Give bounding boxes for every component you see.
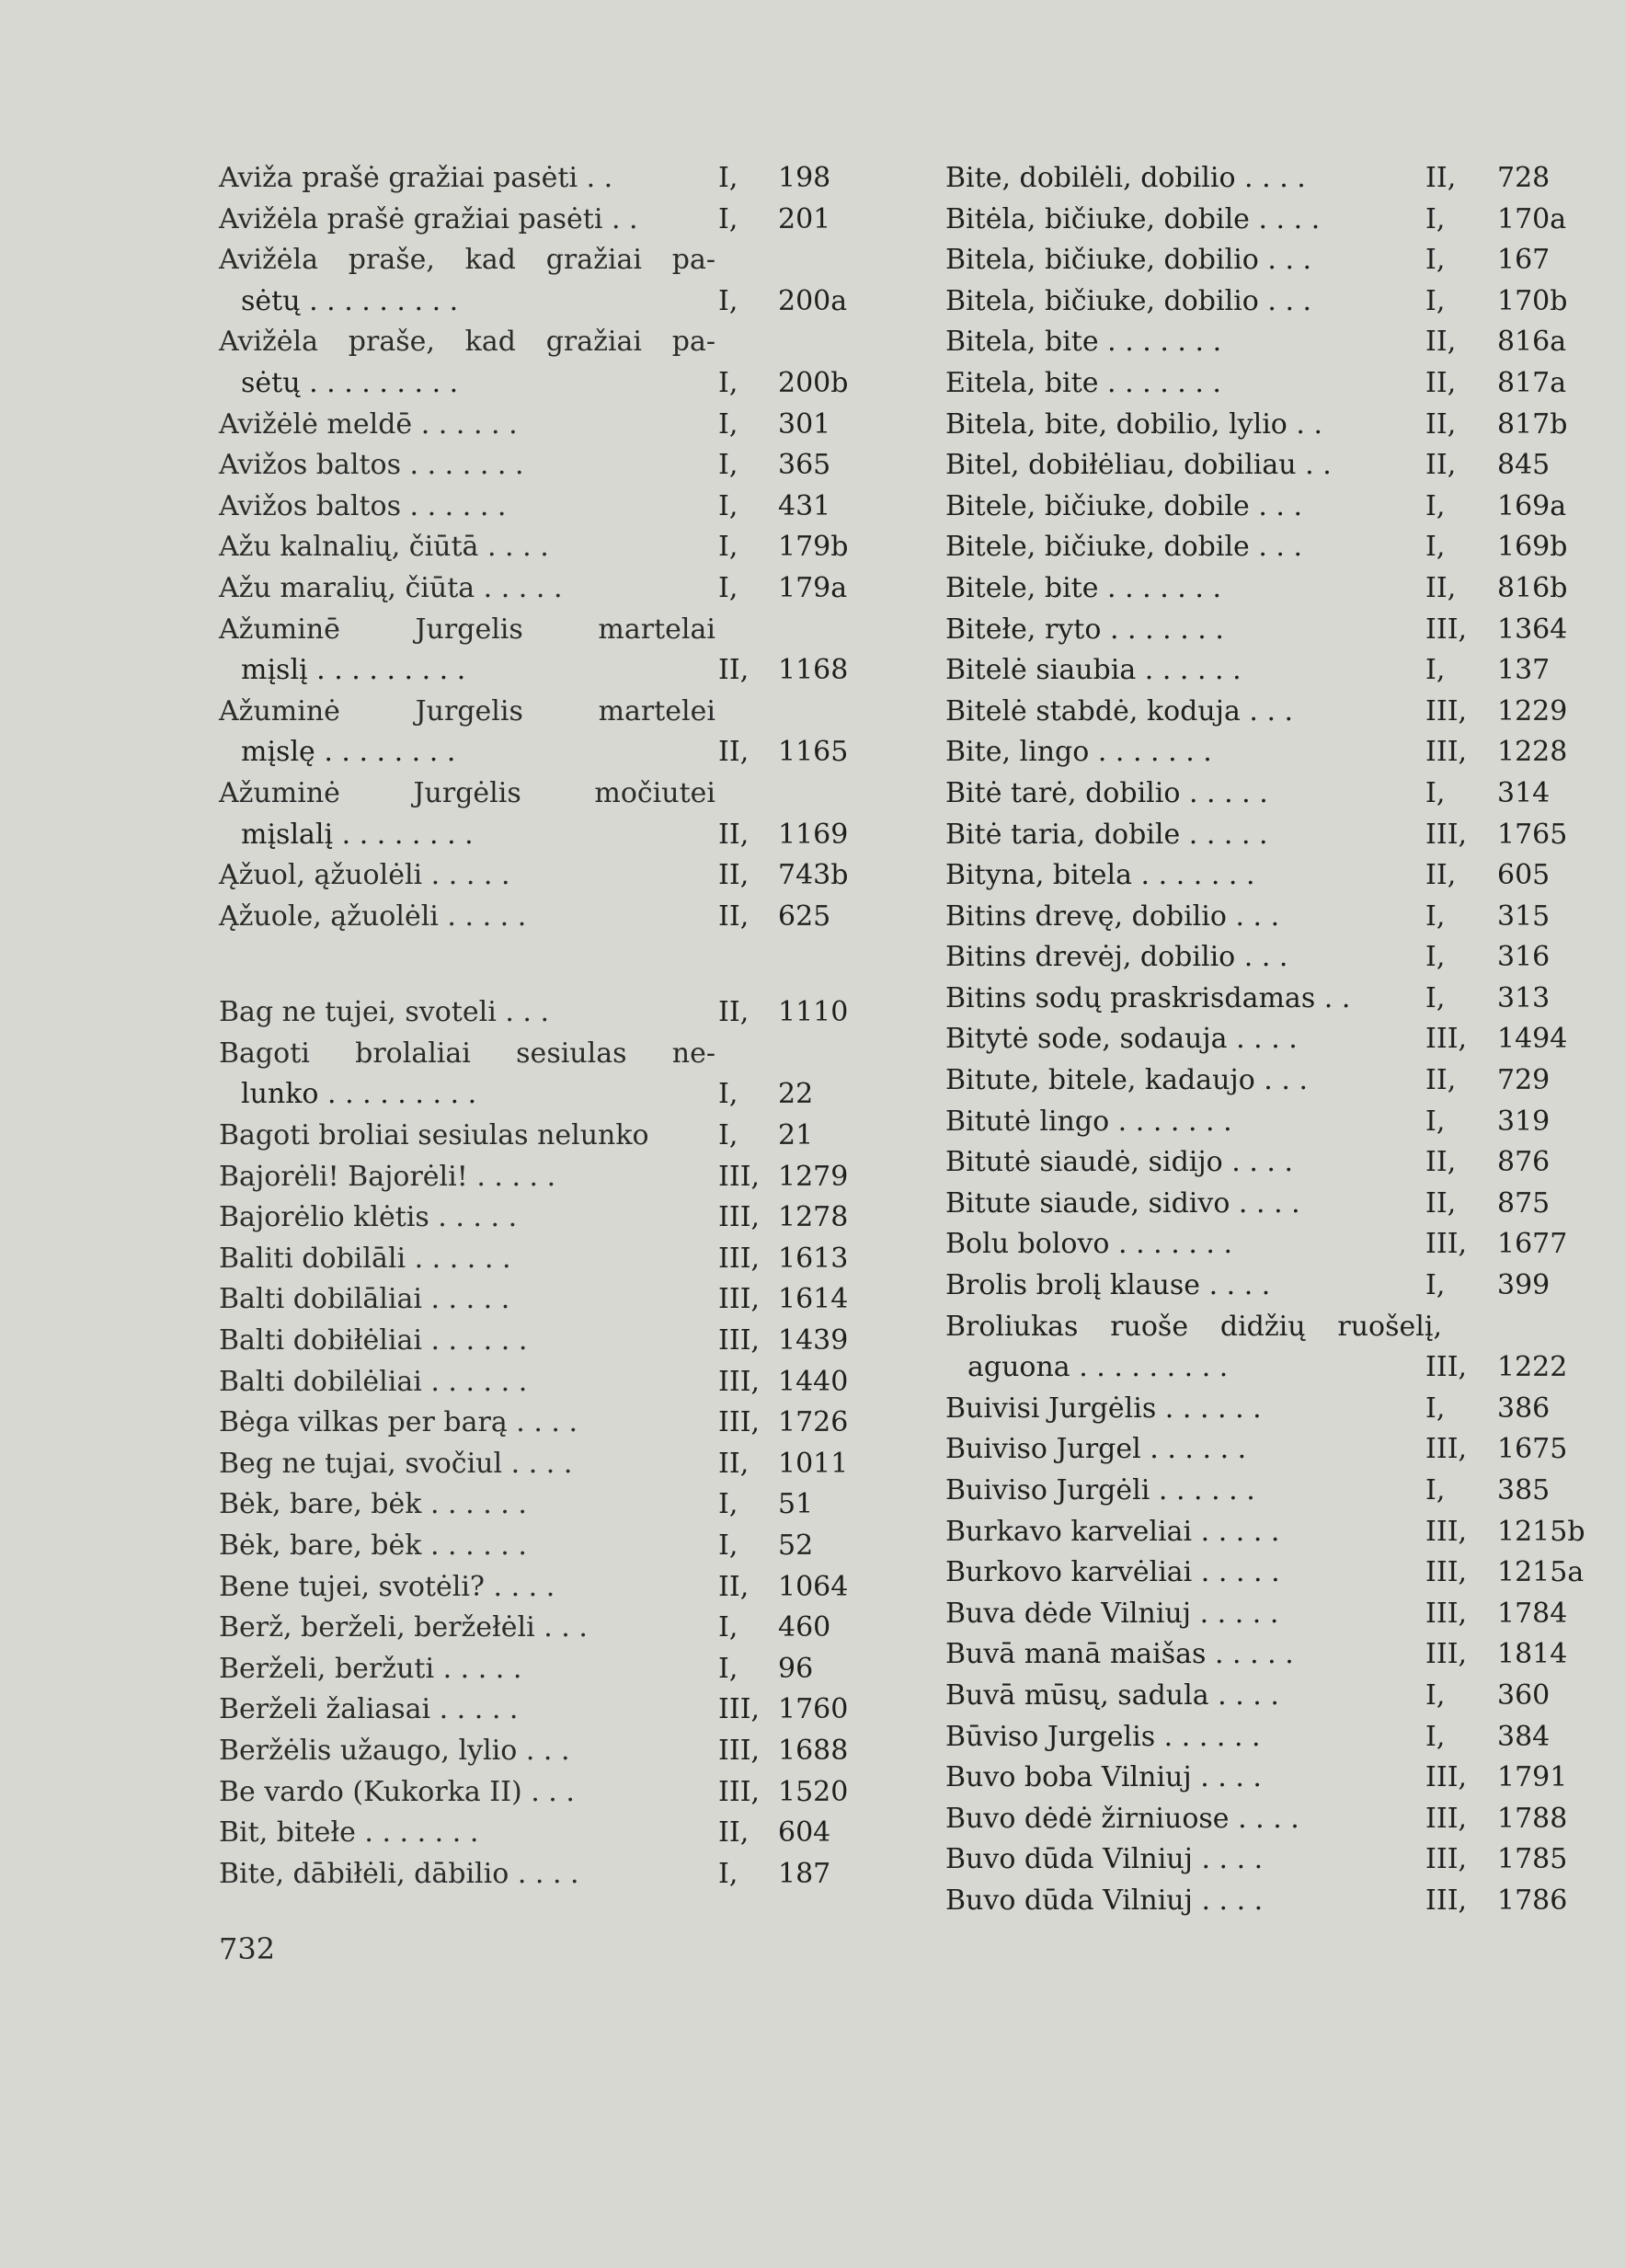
entry-title: Bitutė lingo . . . . . . . bbox=[945, 1105, 1232, 1138]
entry-number: 1784 bbox=[1497, 1597, 1568, 1630]
entry-title: Berželi žaliasai . . . . . bbox=[219, 1693, 519, 1726]
entry-volume: II, bbox=[718, 1570, 750, 1603]
entry-number: 1439 bbox=[778, 1324, 849, 1357]
entry-number: 1494 bbox=[1497, 1023, 1568, 1056]
entry-number: 313 bbox=[1497, 981, 1551, 1014]
entry-number: 187 bbox=[778, 1857, 831, 1890]
entry-number: 314 bbox=[1497, 776, 1551, 809]
entry-volume: III, bbox=[1425, 1433, 1468, 1466]
entry-number: 365 bbox=[778, 449, 831, 482]
entry-volume: I, bbox=[1425, 489, 1446, 522]
entry-title: Bajorėli! Bajorėli! . . . . . bbox=[219, 1160, 556, 1193]
entry-title: Bitel, dobiłėliau, dobiliau . . bbox=[945, 449, 1332, 482]
entry-number: 1169 bbox=[778, 818, 849, 851]
entry-volume: III, bbox=[1425, 1884, 1468, 1917]
entry-title: Bene tujei, svotėli? . . . . bbox=[219, 1570, 555, 1603]
entry-number: 816b bbox=[1497, 571, 1568, 604]
entry-title: Buiviso Jurgėli . . . . . . bbox=[945, 1474, 1255, 1506]
entry-volume: I, bbox=[1425, 202, 1446, 235]
entry-number: 729 bbox=[1497, 1064, 1551, 1097]
entry-number: 604 bbox=[778, 1816, 831, 1850]
entry-volume: I, bbox=[1425, 654, 1446, 687]
entry-title-continuation: mįslį . . . . . . . . . bbox=[241, 654, 466, 687]
entry-volume: I, bbox=[1425, 941, 1446, 974]
entry-number: 200a bbox=[778, 284, 848, 317]
entry-volume: I, bbox=[718, 202, 738, 235]
entry-title: Avižos baltos . . . . . . . bbox=[219, 449, 524, 482]
entry-number: 316 bbox=[1497, 941, 1551, 974]
entry-number: 1278 bbox=[778, 1201, 849, 1234]
entry-volume: I, bbox=[1425, 1678, 1446, 1712]
entry-title: Buivisi Jurgėlis . . . . . . bbox=[945, 1392, 1262, 1425]
entry-number: 22 bbox=[778, 1078, 814, 1111]
entry-title: Burkavo karveliai . . . . . bbox=[945, 1515, 1280, 1548]
entry-number: 1765 bbox=[1497, 818, 1568, 851]
entry-volume: II, bbox=[718, 859, 750, 892]
entry-title: Bite, lingo . . . . . . . bbox=[945, 736, 1212, 769]
entry-volume: II, bbox=[718, 736, 750, 769]
entry-volume: I, bbox=[718, 1488, 738, 1521]
entry-number: 1440 bbox=[778, 1365, 849, 1398]
entry-volume: III, bbox=[1425, 1802, 1468, 1835]
entry-volume: II, bbox=[718, 996, 750, 1029]
entry-title: Ažu kalnalių, čiūtā . . . . bbox=[219, 531, 549, 564]
entry-title: Balti dobilāliai . . . . . bbox=[219, 1283, 510, 1316]
entry-volume: II, bbox=[1425, 366, 1457, 399]
entry-title: Bajorėlio klėtis . . . . . bbox=[219, 1201, 518, 1234]
entry-volume: I, bbox=[1425, 531, 1446, 564]
entry-title: Bagoti broliai sesiulas nelunko bbox=[219, 1119, 649, 1152]
entry-volume: I, bbox=[718, 1652, 738, 1685]
entry-title: Bitins drevėj, dobilio . . . bbox=[945, 941, 1288, 974]
entry-title-continuation: sėtų . . . . . . . . . bbox=[241, 284, 459, 317]
entry-volume: I, bbox=[718, 162, 738, 194]
entry-title: Berž, berželi, beržełėli . . . bbox=[219, 1611, 588, 1644]
entry-number: 1688 bbox=[778, 1734, 849, 1767]
entry-number: 179b bbox=[778, 531, 849, 564]
entry-number: 315 bbox=[1497, 899, 1551, 933]
entry-title: Bitute siaude, sidivo . . . . bbox=[945, 1186, 1300, 1220]
entry-volume: III, bbox=[1425, 1351, 1468, 1384]
entry-number: 21 bbox=[778, 1119, 814, 1152]
entry-number: 1110 bbox=[778, 996, 849, 1029]
entry-number: 399 bbox=[1497, 1269, 1551, 1302]
entry-volume: II, bbox=[718, 1447, 750, 1480]
entry-volume: III, bbox=[1425, 1023, 1468, 1056]
entry-number: 319 bbox=[1497, 1105, 1551, 1138]
entry-volume: I, bbox=[718, 366, 738, 399]
entry-title: Bitela, bite . . . . . . . bbox=[945, 326, 1222, 359]
entry-title: Bitytė sode, sodauja . . . . bbox=[945, 1023, 1298, 1056]
entry-number: 728 bbox=[1497, 162, 1551, 194]
entry-title: Bitele, bite . . . . . . . bbox=[945, 571, 1221, 604]
entry-title: Bitins drevę, dobilio . . . bbox=[945, 899, 1280, 933]
entry-title: Bagoti brolaliai sesiulas ne- bbox=[219, 1037, 715, 1070]
entry-volume: II, bbox=[1425, 326, 1457, 359]
entry-number: 1228 bbox=[1497, 736, 1568, 769]
entry-title: Bėk, bare, bėk . . . . . . bbox=[219, 1488, 527, 1521]
entry-volume: I, bbox=[718, 531, 738, 564]
entry-volume: I, bbox=[1425, 1105, 1446, 1138]
entry-number: 1222 bbox=[1497, 1351, 1568, 1384]
entry-number: 460 bbox=[778, 1611, 831, 1644]
entry-title: Bitins sodų praskrisdamas . . bbox=[945, 981, 1351, 1014]
entry-number: 1364 bbox=[1497, 613, 1568, 646]
entry-volume: III, bbox=[718, 1693, 761, 1726]
entry-volume: III, bbox=[718, 1201, 761, 1234]
entry-volume: III, bbox=[718, 1775, 761, 1808]
entry-number: 1165 bbox=[778, 736, 849, 769]
entry-volume: I, bbox=[1425, 981, 1446, 1014]
entry-number: 169a bbox=[1497, 489, 1567, 522]
entry-volume: III, bbox=[718, 1734, 761, 1767]
entry-title: Bag ne tujei, svoteli . . . bbox=[219, 996, 550, 1029]
entry-title: Aviža prašė gražiai pasėti . . bbox=[219, 162, 613, 194]
entry-volume: I, bbox=[718, 571, 738, 604]
entry-volume: II, bbox=[1425, 407, 1457, 441]
entry-volume: I, bbox=[1425, 1269, 1446, 1302]
entry-title: Bitelė stabdė, koduja . . . bbox=[945, 694, 1294, 727]
entry-number: 1614 bbox=[778, 1283, 849, 1316]
entry-volume: I, bbox=[718, 1119, 738, 1152]
entry-volume: II, bbox=[718, 1816, 750, 1850]
entry-volume: I, bbox=[718, 1529, 738, 1562]
entry-number: 431 bbox=[778, 489, 831, 522]
entry-title: Buvo dėdė žirniuose . . . . bbox=[945, 1802, 1299, 1835]
entry-number: 385 bbox=[1497, 1474, 1551, 1506]
entry-volume: II, bbox=[1425, 162, 1457, 194]
entry-number: 1814 bbox=[1497, 1638, 1568, 1671]
entry-number: 200b bbox=[778, 366, 849, 399]
entry-volume: II, bbox=[718, 899, 750, 933]
entry-title: Brolis brolį klause . . . . bbox=[945, 1269, 1271, 1302]
entry-number: 816a bbox=[1497, 326, 1567, 359]
entry-volume: III, bbox=[1425, 1843, 1468, 1876]
entry-title-continuation: sėtų . . . . . . . . . bbox=[241, 366, 459, 399]
entry-number: 301 bbox=[778, 407, 831, 441]
entry-title: Balti dobilėliai . . . . . . bbox=[219, 1365, 528, 1398]
entry-number: 817a bbox=[1497, 366, 1567, 399]
entry-volume: II, bbox=[1425, 571, 1457, 604]
entry-number: 179a bbox=[778, 571, 848, 604]
entry-volume: I, bbox=[1425, 899, 1446, 933]
entry-title: Eitela, bite . . . . . . . bbox=[945, 366, 1221, 399]
entry-title: Bėk, bare, bėk . . . . . . bbox=[219, 1529, 527, 1562]
entry-title: Beržėlis užaugo, lylio . . . bbox=[219, 1734, 570, 1767]
entry-number: 845 bbox=[1497, 449, 1551, 482]
entry-title: Bite, dobilėli, dobilio . . . . bbox=[945, 162, 1306, 194]
entry-number: 1791 bbox=[1497, 1761, 1568, 1794]
entry-volume: II, bbox=[1425, 859, 1457, 892]
entry-number: 1215b bbox=[1497, 1515, 1585, 1548]
entry-title: Ąžuole, ąžuolėli . . . . . bbox=[219, 899, 527, 933]
entry-volume: I, bbox=[718, 449, 738, 482]
page-number: 732 bbox=[219, 1931, 276, 1966]
entry-title: Bėga vilkas per barą . . . . bbox=[219, 1406, 578, 1439]
entry-number: 625 bbox=[778, 899, 831, 933]
entry-volume: I, bbox=[718, 1611, 738, 1644]
entry-title: Ąžuol, ąžuolėli . . . . . bbox=[219, 859, 510, 892]
entry-number: 170a bbox=[1497, 202, 1567, 235]
entry-number: 1064 bbox=[778, 1570, 849, 1603]
entry-volume: II, bbox=[718, 654, 750, 687]
entry-title: Balti dobiłėliai . . . . . . bbox=[219, 1324, 528, 1357]
entry-volume: I, bbox=[718, 489, 738, 522]
entry-volume: II, bbox=[1425, 1064, 1457, 1097]
entry-title: Be vardo (Kukorka II) . . . bbox=[219, 1775, 575, 1808]
entry-number: 167 bbox=[1497, 244, 1551, 277]
entry-number: 1520 bbox=[778, 1775, 849, 1808]
entry-number: 1229 bbox=[1497, 694, 1568, 727]
entry-volume: III, bbox=[718, 1242, 761, 1275]
entry-number: 875 bbox=[1497, 1186, 1551, 1220]
entry-number: 386 bbox=[1497, 1392, 1551, 1425]
entry-title: Bit, bitełe . . . . . . . bbox=[219, 1816, 479, 1850]
entry-volume: II, bbox=[1425, 449, 1457, 482]
entry-volume: I, bbox=[1425, 284, 1446, 317]
entry-title: Baliti dobilāli . . . . . . bbox=[219, 1242, 511, 1275]
entry-title: Bitela, bite, dobilio, lylio . . bbox=[945, 407, 1323, 441]
entry-title: Bitelė siaubia . . . . . . bbox=[945, 654, 1242, 687]
entry-number: 198 bbox=[778, 162, 831, 194]
entry-number: 1760 bbox=[778, 1693, 849, 1726]
entry-volume: III, bbox=[1425, 736, 1468, 769]
entry-number: 1788 bbox=[1497, 1802, 1568, 1835]
entry-volume: II, bbox=[1425, 1146, 1457, 1179]
entry-title: Buvo dūda Vilniuj . . . . bbox=[945, 1843, 1264, 1876]
entry-title: Avižos baltos . . . . . . bbox=[219, 489, 507, 522]
entry-number: 1677 bbox=[1497, 1228, 1568, 1261]
entry-title: Bitė tarė, dobilio . . . . . bbox=[945, 776, 1268, 809]
entry-number: 96 bbox=[778, 1652, 814, 1685]
entry-number: 1785 bbox=[1497, 1843, 1568, 1876]
entry-number: 1726 bbox=[778, 1406, 849, 1439]
entry-number: 1215a bbox=[1497, 1556, 1585, 1589]
entry-volume: III, bbox=[1425, 613, 1468, 646]
entry-title: Avižėla prašė gražiai pasėti . . bbox=[219, 202, 638, 235]
entry-title: Bitela, bičiuke, dobilio . . . bbox=[945, 244, 1312, 277]
entry-volume: I, bbox=[718, 407, 738, 441]
entry-title: Būviso Jurgelis . . . . . . bbox=[945, 1720, 1261, 1753]
entry-volume: II, bbox=[1425, 1186, 1457, 1220]
entry-number: 384 bbox=[1497, 1720, 1551, 1753]
entry-volume: I, bbox=[1425, 1720, 1446, 1753]
entry-number: 876 bbox=[1497, 1146, 1551, 1179]
entry-volume: III, bbox=[1425, 818, 1468, 851]
entry-number: 201 bbox=[778, 202, 831, 235]
entry-volume: III, bbox=[718, 1365, 761, 1398]
entry-number: 137 bbox=[1497, 654, 1551, 687]
entry-title: Avižėla praše, kad gražiai pa- bbox=[219, 244, 715, 277]
entry-number: 1279 bbox=[778, 1160, 849, 1193]
entry-title: Beg ne tujai, svočiul . . . . bbox=[219, 1447, 573, 1480]
entry-title: Berželi, beržuti . . . . . bbox=[219, 1652, 522, 1685]
entry-title: Ažu maralių, čiūta . . . . . bbox=[219, 571, 563, 604]
entry-title: Avižėla praše, kad gražiai pa- bbox=[219, 326, 715, 359]
entry-title: Buvā manā maišas . . . . . bbox=[945, 1638, 1294, 1671]
entry-title-continuation: mįslalį . . . . . . . . bbox=[241, 818, 474, 851]
entry-volume: III, bbox=[718, 1160, 761, 1193]
entry-volume: III, bbox=[1425, 1556, 1468, 1589]
entry-title: Bitele, bičiuke, dobile . . . bbox=[945, 489, 1303, 522]
entry-title: Bitė taria, dobile . . . . . bbox=[945, 818, 1268, 851]
entry-number: 51 bbox=[778, 1488, 814, 1521]
entry-title-continuation: lunko . . . . . . . . . bbox=[241, 1078, 477, 1111]
entry-title-continuation: aguona . . . . . . . . . bbox=[967, 1351, 1229, 1384]
entry-number: 1168 bbox=[778, 654, 849, 687]
entry-title: Broliukas ruoše didžių ruošelį, bbox=[945, 1310, 1442, 1343]
entry-volume: III, bbox=[1425, 1228, 1468, 1261]
entry-number: 169b bbox=[1497, 531, 1568, 564]
entry-volume: III, bbox=[1425, 1515, 1468, 1548]
entry-volume: II, bbox=[718, 818, 750, 851]
entry-title: Avižėlė meldē . . . . . . bbox=[219, 407, 518, 441]
entry-title: Bitela, bičiuke, dobilio . . . bbox=[945, 284, 1312, 317]
entry-title: Ažuminė Jurgėlis močiutei bbox=[219, 776, 715, 809]
entry-title: Burkovo karvėliai . . . . . bbox=[945, 1556, 1280, 1589]
entry-number: 1675 bbox=[1497, 1433, 1568, 1466]
entry-number: 170b bbox=[1497, 284, 1568, 317]
entry-number: 1613 bbox=[778, 1242, 849, 1275]
entry-title: Buvā mūsų, sadula . . . . bbox=[945, 1678, 1279, 1712]
entry-volume: I, bbox=[1425, 1392, 1446, 1425]
entry-title-continuation: mįslę . . . . . . . . bbox=[241, 736, 456, 769]
entry-volume: III, bbox=[1425, 694, 1468, 727]
entry-volume: I, bbox=[718, 284, 738, 317]
entry-volume: III, bbox=[718, 1406, 761, 1439]
entry-title: Buvo dūda Vilniuj . . . . bbox=[945, 1884, 1264, 1917]
entry-title: Buiviso Jurgel . . . . . . bbox=[945, 1433, 1247, 1466]
entry-title: Buva dėde Vilniuj . . . . . bbox=[945, 1597, 1279, 1630]
entry-title: Bitele, bičiuke, dobile . . . bbox=[945, 531, 1303, 564]
entry-title: Ažuminė Jurgelis martelei bbox=[219, 694, 715, 727]
entry-number: 52 bbox=[778, 1529, 814, 1562]
entry-volume: I, bbox=[1425, 1474, 1446, 1506]
entry-title: Bolu bolovo . . . . . . . bbox=[945, 1228, 1232, 1261]
entry-title: Ažuminē Jurgelis martelai bbox=[219, 613, 715, 646]
entry-title: Bitute, bitele, kadaujo . . . bbox=[945, 1064, 1308, 1097]
entry-number: 743b bbox=[778, 859, 849, 892]
entry-title: Bite, dābiłėli, dābilio . . . . bbox=[219, 1857, 579, 1890]
entry-title: Bitutė siaudė, sidijo . . . . bbox=[945, 1146, 1294, 1179]
entry-number: 817b bbox=[1497, 407, 1568, 441]
entry-volume: III, bbox=[1425, 1761, 1468, 1794]
entry-number: 605 bbox=[1497, 859, 1551, 892]
entry-number: 360 bbox=[1497, 1678, 1551, 1712]
entry-number: 1011 bbox=[778, 1447, 849, 1480]
entry-title: Buvo boba Vilniuj . . . . bbox=[945, 1761, 1262, 1794]
entry-number: 1786 bbox=[1497, 1884, 1568, 1917]
entry-volume: I, bbox=[1425, 776, 1446, 809]
entry-title: Bitełe, ryto . . . . . . . bbox=[945, 613, 1224, 646]
entry-volume: III, bbox=[1425, 1638, 1468, 1671]
entry-volume: III, bbox=[718, 1283, 761, 1316]
entry-volume: III, bbox=[718, 1324, 761, 1357]
entry-volume: I, bbox=[1425, 244, 1446, 277]
entry-volume: I, bbox=[718, 1857, 738, 1890]
entry-title: Bitėla, bičiuke, dobile . . . . bbox=[945, 202, 1321, 235]
entry-volume: III, bbox=[1425, 1597, 1468, 1630]
entry-volume: I, bbox=[718, 1078, 738, 1111]
entry-title: Bityna, bitela . . . . . . . bbox=[945, 859, 1255, 892]
